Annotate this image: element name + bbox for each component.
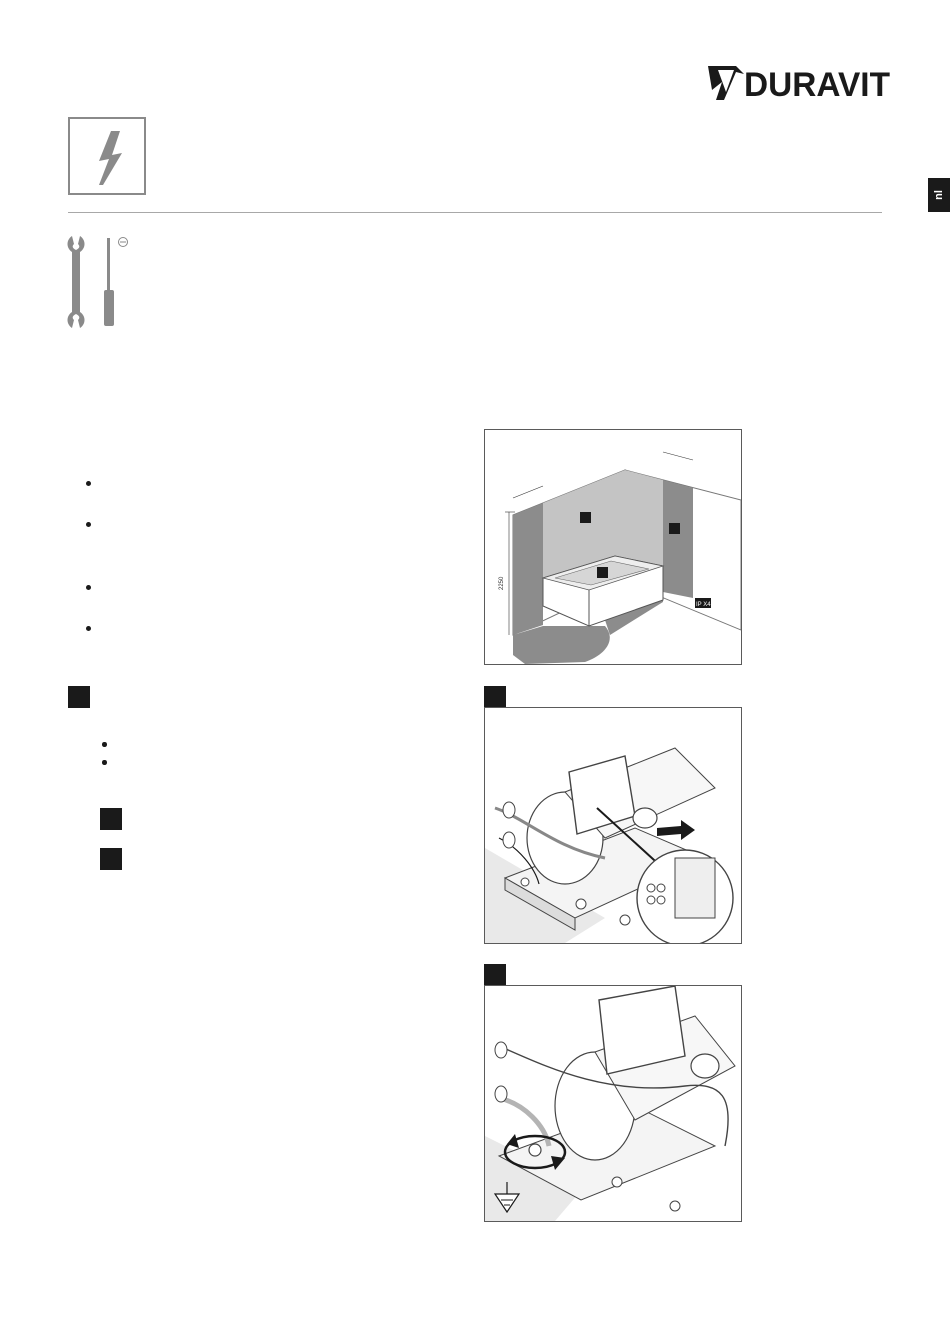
figure-step-marker-1: [484, 686, 506, 708]
step-marker-2: [100, 808, 122, 830]
bullet-marker: [86, 585, 94, 593]
lightning-bolt-icon: [70, 119, 144, 193]
svg-text:DURAVIT: DURAVIT: [744, 66, 890, 104]
electrical-warning-box: [68, 117, 146, 195]
outlet-ip-label: IP X4: [696, 602, 711, 608]
language-tab[interactable]: [928, 178, 950, 212]
grounding-figure: [484, 985, 742, 1222]
bullet-marker: [86, 522, 94, 530]
bathroom-zones-figure: [484, 429, 742, 665]
pump-connection-figure: [484, 707, 742, 944]
step-marker-3: [100, 848, 122, 870]
language-tab-label: nl: [933, 190, 945, 200]
dimension-height-label: 2250: [499, 576, 505, 590]
wrench-screwdriver-icon: [64, 234, 136, 328]
step-marker-1: [68, 686, 90, 708]
bullet-marker: [102, 742, 110, 750]
section-divider: [68, 212, 882, 213]
bullet-marker: [86, 481, 94, 489]
bullet-marker: [86, 626, 94, 634]
duravit-logo: [706, 60, 890, 104]
bullet-marker: [102, 760, 110, 768]
figure-step-marker-2: [484, 964, 506, 986]
